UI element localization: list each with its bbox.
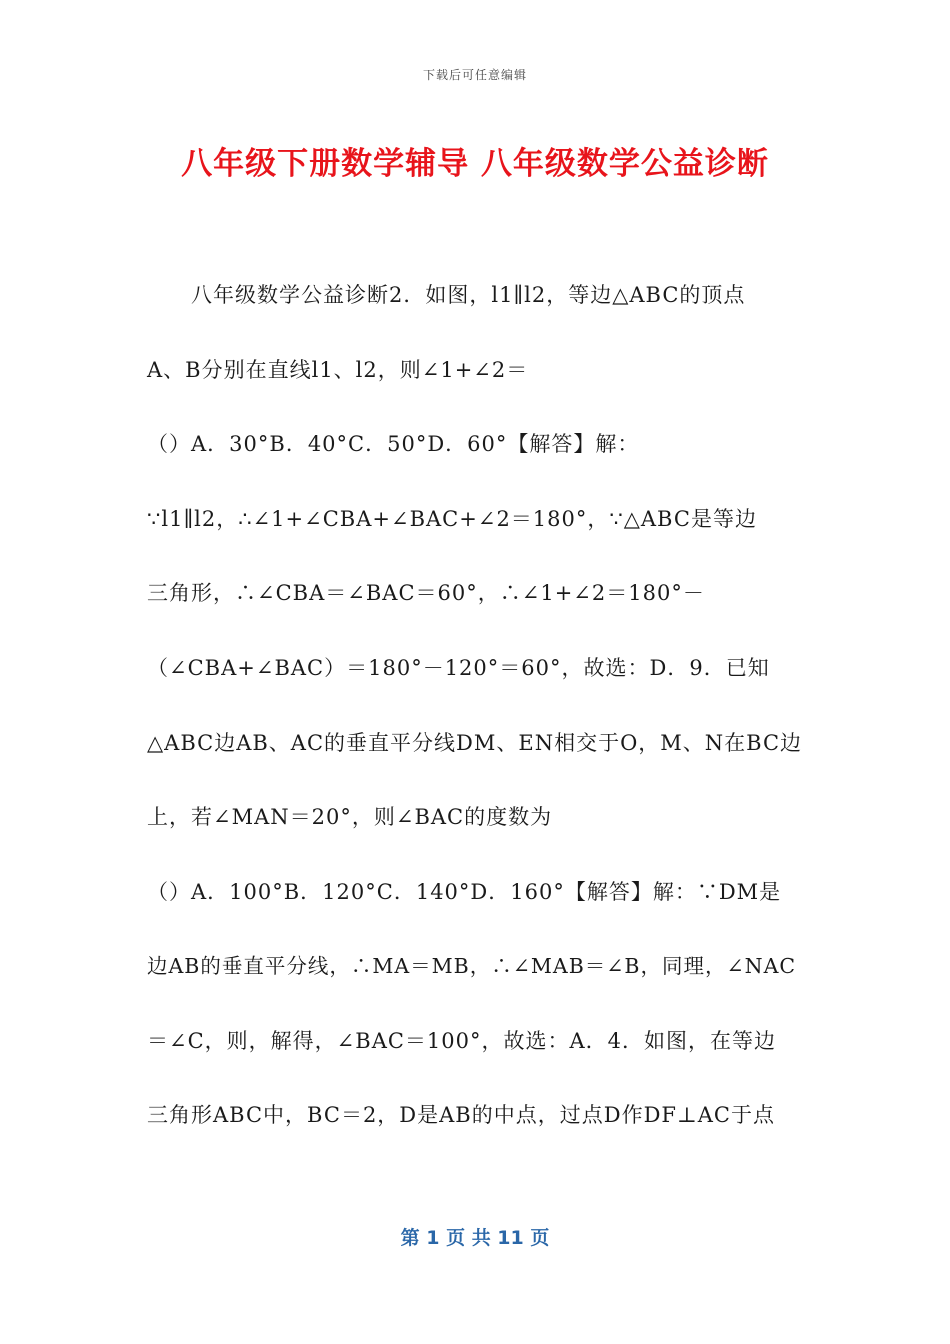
page-header-note: 下载后可任意编辑 bbox=[422, 68, 527, 82]
body-line-9: （）A．100°B．120°C．140°D．160°【解答】解：∵DM是 bbox=[147, 880, 782, 904]
document-title: 八年级下册数学辅导 八年级数学公益诊断 bbox=[181, 146, 769, 182]
body-line-8: 上，若∠MAN＝20°，则∠BAC的度数为 bbox=[147, 805, 553, 829]
body-line-6: （∠CBA+∠BAC）＝180°－120°＝60°，故选：D．9．已知 bbox=[147, 656, 770, 680]
body-line-4: ∵l1∥l2，∴∠1+∠CBA+∠BAC+∠2＝180°，∵△ABC是等边 bbox=[147, 507, 757, 531]
body-line-2: A、B分别在直线l1、l2，则∠1+∠2＝ bbox=[147, 358, 529, 382]
body-line-1: 八年级数学公益诊断2．如图，l1∥l2，等边△ABC的顶点 bbox=[147, 283, 746, 307]
body-line-3: （）A．30°B．40°C．50°D．60°【解答】解： bbox=[147, 432, 640, 456]
body-line-11: ＝∠C，则，解得，∠BAC＝100°，故选：A．4．如图，在等边 bbox=[147, 1029, 777, 1053]
body-line-5: 三角形，∴∠CBA＝∠BAC＝60°，∴∠1+∠2＝180°－ bbox=[147, 581, 705, 605]
body-line-7: △ABC边AB、AC的垂直平分线DM、EN相交于O，M、N在BC边 bbox=[147, 731, 803, 755]
body-line-12: 三角形ABC中，BC＝2，D是AB的中点，过点D作DF⊥AC于点 bbox=[147, 1103, 775, 1127]
page-number-footer: 第 1 页 共 11 页 bbox=[400, 1227, 550, 1249]
body-line-10: 边AB的垂直平分线，∴MA＝MB，∴∠MAB＝∠B，同理，∠NAC bbox=[147, 954, 797, 978]
